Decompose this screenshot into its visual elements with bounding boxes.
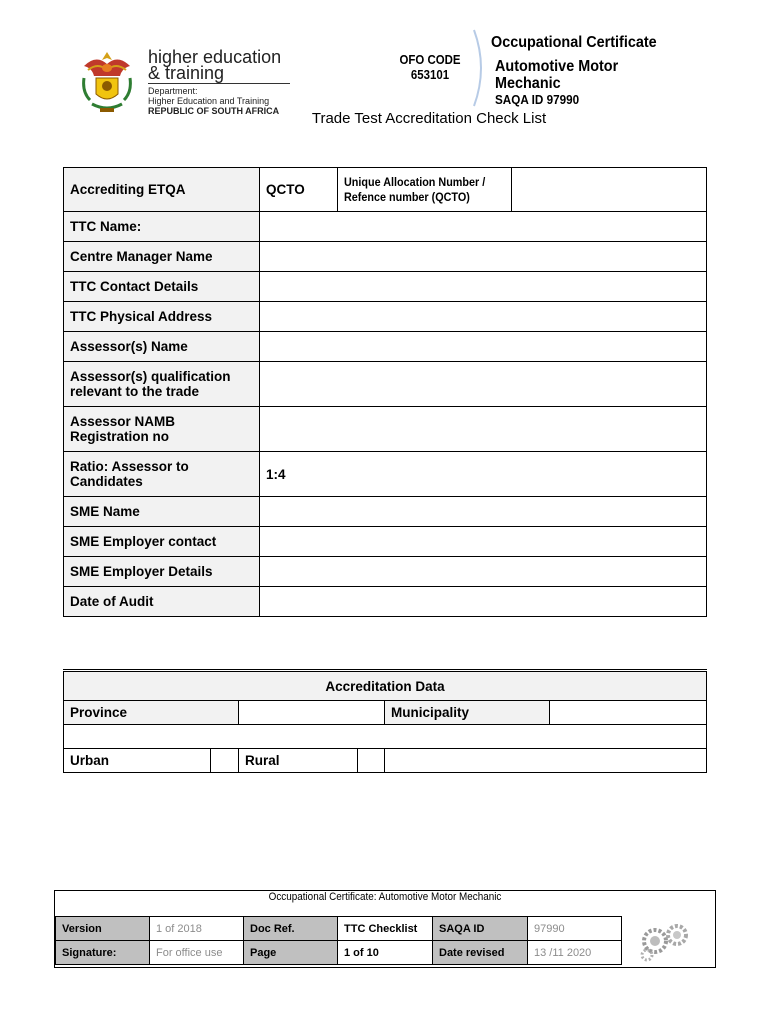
etqa-label: Accrediting ETQA (64, 168, 260, 212)
date-revised-value: 13 /11 2020 (528, 941, 622, 965)
page-value: 1 of 10 (338, 941, 433, 965)
saqa-value: 97990 (528, 917, 622, 941)
page-title: Trade Test Accreditation Check List (311, 110, 547, 127)
field-label: Assessor(s) Name (64, 332, 260, 362)
field-label: SME Name (64, 497, 260, 527)
municipality-field[interactable] (550, 701, 707, 725)
saqa-label: SAQA ID (433, 917, 528, 941)
qualification-type: Occupational Certificate (491, 34, 657, 51)
rural-label: Rural (239, 749, 358, 773)
table-row (64, 452, 707, 497)
field-value[interactable] (260, 407, 707, 452)
field-label: Assessor NAMB Registration no (64, 407, 260, 452)
table-row (64, 497, 707, 527)
table-row (56, 941, 622, 965)
footer-table (55, 916, 622, 965)
field-label: TTC Name: (64, 212, 260, 242)
urban-checkbox[interactable] (211, 749, 239, 773)
field-label: TTC Physical Address (64, 302, 260, 332)
table-row (64, 407, 707, 452)
table-row (64, 749, 707, 773)
gears-icon (633, 917, 703, 963)
field-value[interactable] (260, 272, 707, 302)
field-label: Centre Manager Name (64, 242, 260, 272)
date-revised-label: Date revised (433, 941, 528, 965)
field-value[interactable] (260, 212, 707, 242)
version-label: Version (56, 917, 150, 941)
blank-row (64, 725, 707, 749)
table-row (64, 557, 707, 587)
field-label: SME Employer Details (64, 557, 260, 587)
field-value[interactable] (260, 587, 707, 617)
brand-line-1: higher education (148, 47, 282, 67)
table-row (64, 168, 707, 212)
signature-label: Signature: (56, 941, 150, 965)
table-row (64, 302, 707, 332)
field-value[interactable] (260, 242, 707, 272)
dept-label: Department: (148, 86, 198, 96)
rural-checkbox[interactable] (358, 749, 385, 773)
field-value[interactable] (260, 362, 707, 407)
table-row (64, 212, 707, 242)
page-label: Page (244, 941, 338, 965)
docref-label: Doc Ref. (244, 917, 338, 941)
unique-number-field[interactable] (512, 168, 707, 212)
version-value: 1 of 2018 (150, 917, 244, 941)
qualification-name-line-1: Automotive Motor (495, 58, 619, 75)
table-row (64, 527, 707, 557)
table-row (64, 242, 707, 272)
field-value[interactable] (260, 497, 707, 527)
field-value[interactable] (260, 332, 707, 362)
province-field[interactable] (239, 701, 385, 725)
document-footer (54, 890, 716, 968)
bracket-decoration (470, 28, 490, 108)
footer-title: Occupational Certificate: Automotive Motor Mechanic (268, 891, 502, 903)
dept-country: REPUBLIC OF SOUTH AFRICA (148, 106, 280, 116)
province-label: Province (64, 701, 239, 725)
unique-number-label (338, 168, 512, 212)
ofo-code-value: 653101 (410, 67, 450, 82)
saqa-id-header: SAQA ID 97990 (495, 92, 580, 107)
field-label: SME Employer contact (64, 527, 260, 557)
qualification-name-line-2: Mechanic (495, 75, 561, 92)
table-row (64, 725, 707, 749)
field-value[interactable] (260, 302, 707, 332)
urban-label: Urban (64, 749, 211, 773)
brand-divider (148, 83, 290, 84)
accreditation-checklist-table (63, 167, 707, 617)
table-row (64, 701, 707, 725)
brand-line-2: & training (148, 63, 225, 83)
field-label: TTC Contact Details (64, 272, 260, 302)
unique-number-label-line-2: Refence number (QCTO) (344, 189, 470, 204)
field-value[interactable]: 1:4 (260, 452, 707, 497)
table-row (64, 671, 707, 701)
table-row (64, 587, 707, 617)
ofo-code-block (386, 52, 474, 82)
table-row (64, 362, 707, 407)
field-label: Assessor(s) qualification relevant to the trade (64, 362, 260, 407)
ofo-code-label: OFO CODE (399, 52, 461, 67)
accreditation-data-table (63, 669, 707, 773)
qualification-name (495, 58, 618, 92)
dept-name: Higher Education and Training (148, 96, 270, 106)
signature-field[interactable]: For office use (150, 941, 244, 965)
field-label: Ratio: Assessor to Candidates (64, 452, 260, 497)
etqa-value[interactable]: QCTO (260, 168, 338, 212)
table-row (64, 272, 707, 302)
table-row (56, 917, 622, 941)
blank-cell (385, 749, 707, 773)
field-label: Date of Audit (64, 587, 260, 617)
table-row (64, 332, 707, 362)
field-value[interactable] (260, 527, 707, 557)
accreditation-heading: Accreditation Data (64, 671, 707, 701)
unique-number-label-line-1: Unique Allocation Number / (344, 174, 486, 189)
municipality-label: Municipality (385, 701, 550, 725)
field-value[interactable] (260, 557, 707, 587)
docref-value: TTC Checklist (338, 917, 433, 941)
